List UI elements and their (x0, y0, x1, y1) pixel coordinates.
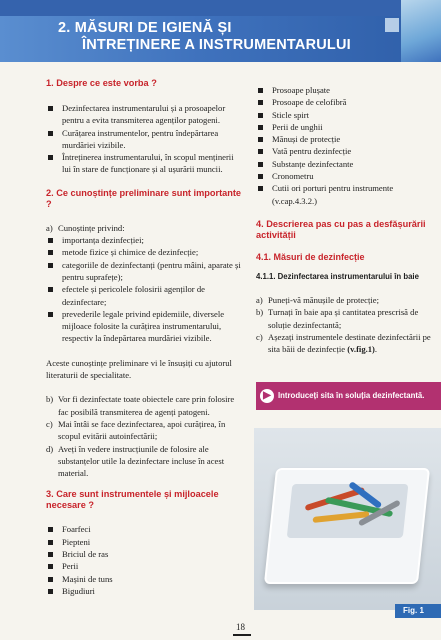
materials-list (256, 84, 438, 207)
list-item: Foarfeci (46, 523, 242, 535)
list-item (46, 393, 242, 418)
list-item: metode fizice și chimice de dezinfecție; (46, 246, 242, 258)
page-number-bar (233, 634, 251, 636)
list-text: Mai întâi se face dezinfectarea, apoi curățirea, în scopul evitării autoinfectării; (58, 418, 226, 442)
list-item: Cutii ori porturi pentru instrumente (v.cap.4.3.2.) (256, 182, 438, 207)
section-3-heading: 3. Care sunt instrumentele și mijloacele necesare ? (46, 489, 219, 511)
list-item: Cronometru (256, 170, 438, 182)
section-2-paragraph: Aceste cunoștințe preliminare vi le însușiți cu ajutorul literaturii de specialitate. (46, 357, 232, 381)
chapter-header (0, 0, 441, 62)
list-item (46, 443, 242, 480)
list-item: Întreținerea instrumentarului, în scopul menținerii lui în stare de funcționare și al ușurării muncii. (46, 151, 242, 176)
section-2-ordered-list (46, 393, 242, 479)
instruction-callout (256, 382, 441, 410)
left-column (46, 78, 242, 597)
list-item: Briciul de ras (46, 548, 242, 560)
list-item: Piepteni (46, 536, 242, 548)
list-item: Prosoape plușate (256, 84, 438, 96)
section-4-heading: 4. Descrierea pas cu pas a desfășurării activității (256, 218, 426, 240)
list-text: Așezați instrumentele destinate dezinfectării pe sita băii de dezinfecție (268, 331, 431, 355)
section-2-a (46, 222, 242, 234)
subsection-4-1-1-heading: 4.1.1. Dezinfectarea instrumentarului în baie (256, 271, 419, 281)
list-text: Puneți-vă mănușile de protecție; (268, 294, 379, 305)
list-letter: d) (46, 443, 54, 454)
figure-label: Fig. 1 (395, 604, 441, 618)
list-item: Curățarea instrumentelor, pentru îndepărtarea murdăriei vizibile. (46, 127, 242, 152)
list-item: importanța dezinfecției; (46, 234, 242, 246)
list-item (256, 294, 438, 306)
list-text: Vor fi dezinfectate toate obiectele care prin folosire fac posibilă transmiterea de agenți patogeni. (58, 394, 235, 417)
list-text: Aveți în vedere instrucțiunile de folosire ale substanțelor utile la dezinfectare incluse în acest material. (58, 443, 225, 479)
header-band (0, 0, 441, 16)
list-item: Bigudiuri (46, 585, 242, 597)
list-item (256, 331, 438, 356)
list-item: Vată pentru dezinfecție (256, 145, 438, 157)
figure-reference: (v.fig.1) (347, 344, 375, 355)
section-1-list (46, 102, 242, 176)
list-item: categoriile de dezinfectanți (pentru mâini, aparate și pentru suprafețe); (46, 259, 242, 284)
list-item: efectele și pericolele folosirii agenților de dezinfectare; (46, 283, 242, 308)
list-item: prevederile legale privind epidemiile, diversele mijloace folosite la curățirea instrumentarului, respectiv la îndepărtarea murdăriei vizibile. (46, 308, 242, 345)
disinfection-tray (264, 468, 430, 584)
list-item: Sticle spirt (256, 109, 438, 121)
steps-list (256, 294, 438, 355)
list-item: Mănuși de protecție (256, 133, 438, 145)
list-letter: b) (256, 307, 264, 318)
section-2-heading: 2. Ce cunoștințe preliminare sunt importante ? (46, 187, 242, 209)
list-item: Substanțe dezinfectante (256, 158, 438, 170)
arrow-right-icon: ▶ (260, 389, 274, 403)
list-item (256, 306, 438, 331)
list-item: Mașini de tuns (46, 573, 242, 585)
figure-photo (254, 428, 441, 610)
section-1-heading: 1. Despre ce este vorba ? (46, 78, 157, 88)
section-2-a-list (46, 234, 242, 345)
header-decoration-square (385, 18, 399, 32)
chapter-title-line1: 2. MĂSURI DE IGIENĂ ȘI (58, 20, 232, 36)
list-item: Perii de unghii (256, 121, 438, 133)
list-item: Prosoape de celofibră (256, 96, 438, 108)
list-text: Cunoștințe privind: (58, 222, 125, 233)
list-item (46, 418, 242, 443)
page-number: 18 (236, 622, 245, 632)
list-text-end: . (374, 344, 378, 355)
subsection-4-1-heading: 4.1. Măsuri de dezinfecție (256, 251, 365, 262)
list-letter: c) (256, 331, 263, 342)
header-decoration (401, 0, 441, 62)
list-text: Turnați în baie apa și cantitatea prescrisă de soluție dezinfectantă; (268, 307, 419, 330)
list-letter: a) (256, 294, 263, 305)
list-item: Perii (46, 560, 242, 572)
section-3-list (46, 523, 242, 597)
right-column (256, 84, 438, 355)
list-letter: b) (46, 394, 54, 405)
chapter-title (58, 20, 351, 54)
list-item: Dezinfectarea instrumentarului și a prosoapelor pentru a evita transmiterea agenților patogeni. (46, 102, 242, 127)
chapter-title-line2: ÎNTREȚINERE A INSTRUMENTARULUI (82, 37, 351, 53)
list-letter: a) (46, 222, 53, 233)
list-letter: c) (46, 418, 53, 429)
callout-text: Introduceți sita în soluția dezinfectantă. (278, 391, 425, 400)
